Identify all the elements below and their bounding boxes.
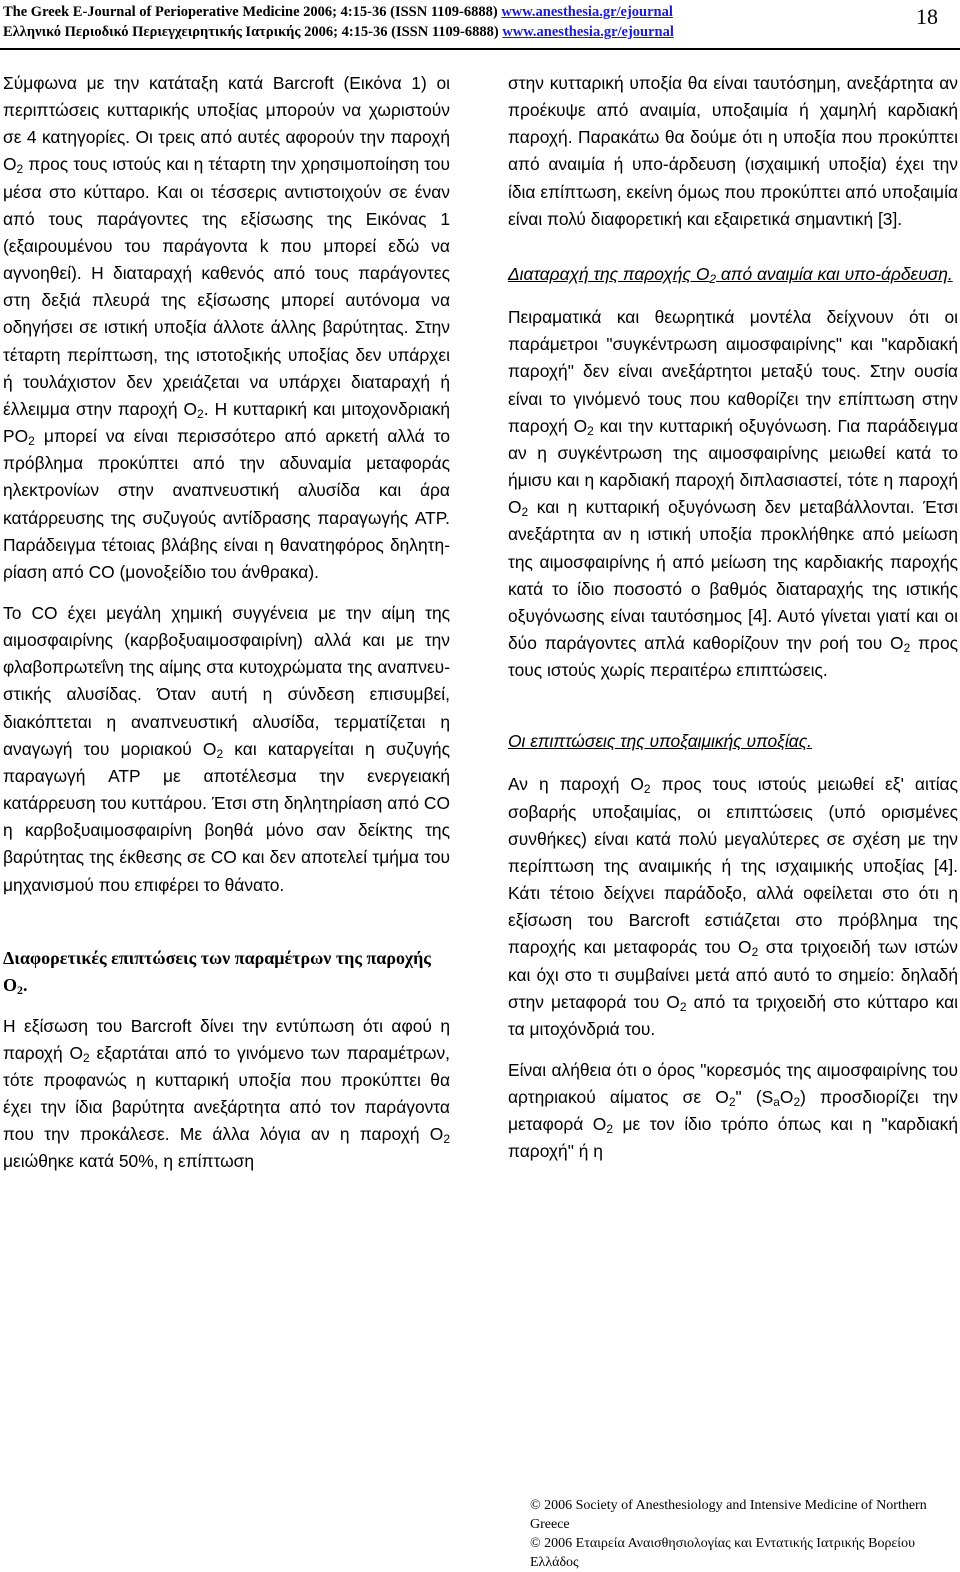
section-heading: Διαφορετικές επιπτώσεις των παραμέτρων της παροχής $O_2$. [3, 947, 431, 997]
header-citation-el: Ελληνικό Περιοδικό Περιεγχειρητικής Ιατρικής 2006; 4:15-36 (ISSN 1109-6888) [3, 24, 503, 40]
paragraph: Αν η παροχή $O_2$ προς τους ιστούς μειωθεί εξ' αιτίας σοβαρής υποξαιμίας, οι επιπτώσεις (υπό ορισμένες συνθήκες) είναι κατά πολύ μεγαλύτερες σε σχέση με την περίπτωση της αναιμικής ή της ισχαιμικής υποξίας [4]. Κάτι τέτοιο δείχνει παράδοξο, αλλά οφείλεται στο ότι η εξίσωση του Barcroft εστιάζεται στο πρόβλημα της παροχής και μεταφοράς του $O_2$ στα τριχοειδή των ιστών και όχι στο τι συμβαίνει μετά από αυτό το σημείο: δηλαδή στην μεταφορά του $O_2$ από τα τριχοειδή στο κύτταρο και τα μιτοχόνδριά του. [508, 774, 958, 1039]
copyright-greek: © 2006 Εταιρεία Αναισθησιολογίας και Εντατικής Ιατρικής Βορείου Ελλάδος [530, 1536, 916, 1570]
paragraph: Είναι αλήθεια ότι ο όρος "κορεσμός της αιμοσφαιρίνης του αρτηριακού αίματος σε $O_2$" $(S_aO_2)$ προσδιορίζει την μεταφορά $O_2$ με τον ίδιο τρόπο όπως και η "καρδιακή παροχή" ή η [508, 1060, 958, 1162]
journal-url-link[interactable]: www.anesthesia.gr/ejournal [502, 24, 674, 40]
header-line-greek [3, 22, 903, 42]
paragraph: Η εξίσωση του Barcroft δίνει την εντύπωση ότι αφού η παροχή $O_2$ εξαρτάται από το γινόμενο των παραμέτρων, τότε προφανώς η κυτταρική υποξία που προκύπτει θα έχει την ίδια βαρύτητα ανεξάρτητα από τον παράγοντα που την προκάλεσε. Με άλλα λόγια αν η παροχή $O_2$ μειώθηκε κατά 50%, η επίπτωση [3, 1015, 450, 1172]
header-citation-en: The Greek E-Journal of Perioperative Medicine 2006; 4:15-36 (ISSN 1109-6888) [3, 4, 502, 20]
copyright-english: © 2006 Society of Anesthesiology and Intensive Medicine of Northern Greece [530, 1498, 927, 1532]
header-line-english [3, 2, 903, 22]
paragraph: Σύμφωνα με την κατάταξη κατά Barcroft (Εικόνα 1) οι περιπτώσεις κυτταρικής υποξίας μπορούν να χωριστούν σε 4 κατηγορίες. Οι τρεις από αυτές αφορούν την παροχή $O_2$ προς τους ιστούς και η τέταρτη την χρησιμοποίηση του μέσα στο κύτταρο. Και οι τέσσερις αντιστοιχούν σε έναν από τους παράγοντες της εξίσωσης της Εικόνας 1 (εξαιρουμένου του παράγοντα k που μπορεί εδώ να αγνοηθεί). Η διαταραχή καθενός από τους παράγοντες στη δεξιά πλευρά της εξίσωσης μπορεί αυτόνομα να οδηγήσει σε ιστική υποξία άλλοτε άλλης βαρύτητας. Στην τέταρτη περίπτωση, της ιστοτοξικής υποξίας δεν υπάρχει ή τουλάχιστον δεν χρειάζεται να υπάρχει διαταραχή ή έλλειμμα στην παροχή $O_2$. Η κυτταρική και μιτοχονδριακή $PO_2$ μπορεί να είναι περισσότερο από αρκετή αλλά το πρόβλημα προκύπτει από την αδυναμία μεταφοράς ηλεκτρονίων στην αναπνευστική αλυσίδα και άρα κατάρρευσης της συζυγούς αντίδρασης παραγωγής ATP. Παράδειγμα τέτοιας βλάβης είναι η θανατηφόρος δηλητηρίαση από CO (μονοξείδιο του άνθρακα). [3, 73, 450, 582]
paragraph: Το CO έχει μεγάλη χημική συγγένεια με την αίμη της αιμοσφαιρίνης (καρβοξυαιμοσφαιρίνη) αλλά και με την φλαβοπρωτεΐνη της αίμης στα κυτοχρώματα της αναπνευστικής αλυσίδας. Όταν αυτή η σύνδεση επισυμβεί, διακόπτεται η αναπνευστική αλυσίδα, τερματίζεται η αναγωγή του μοριακού $O_2$ και καταργείται η συζυγής παραγωγή ATP με αποτέλεσμα την ενεργειακή κατάρρευση του κυττάρου. Έτσι στη δηλητηρίαση από CO η καρβοξυαιμοσφαιρίνη βοηθά μόνο σαν δείκτης της βαρύτητας της έκθεσης σε CO και δεν αποτελεί τμήμα του μηχανισμού που επιφέρει το θάνατο. [3, 602, 450, 895]
subsection-heading: Διαταραχή της παροχής $O_2$ από αναιμία και υπο-άρδευση. [508, 263, 953, 286]
left-column [3, 70, 450, 1190]
subsection-heading: Οι επιπτώσεις της υποξαιμικής υποξίας. [508, 731, 813, 752]
journal-url-link[interactable]: www.anesthesia.gr/ejournal [501, 4, 673, 20]
copyright-footer [530, 1496, 960, 1572]
header-divider [0, 48, 960, 50]
page-number: 18 [916, 4, 938, 29]
paragraph: Πειραματικά και θεωρητικά μοντέλα δείχνουν ότι οι παράμετροι "συγκέντρωση αιμοσφαιρίνης" και "καρδιακή παροχή" δεν είναι ανεξάρτητοι μεταξύ τους. Στην ουσία είναι το γινόμενό τους που καθορίζει την επίπτωση στην παροχή $O_2$ και την κυτταρική οξυγόνωση. Για παράδειγμα αν η συγκέντρωση της αιμοσφαιρίνης μειωθεί κατά το ήμισυ και η καρδιακή παροχή διπλασιαστεί, τότε η παροχή $O_2$ και η κυτταρική οξυγόνωση δεν μεταβάλλονται. Έτσι ανεξάρτητα αν η ιστική υποξία προκλήθηκε από μείωση της αιμοσφαιρίνης ή από μείωση της καρδιακής παροχής κατά το ίδιο ποσοστό ο βαθμός διαταραχής της ιστικής οξυγόνωσης είναι ταυτόσημος [4]. Αυτό γίνεται γιατί και οι δύο παράγοντες απλά καθορίζουν την ροή του $O_2$ προς τους ιστούς χωρίς περαιτέρω επιπτώσεις. [508, 307, 958, 681]
journal-header [3, 2, 903, 42]
right-column [508, 70, 958, 1180]
paragraph: στην κυτταρική υποξία θα είναι ταυτόσημη, ανεξάρτητα αν προέκυψε από αναιμία, υποξαιμία ή χαμηλή καρδιακή παροχή. Παρακάτω θα δούμε ότι η υποξία που προκύπτει από αναιμία ή υπο-άρδευση (ισχαιμική υποξία) έχει την ίδια επίπτωση, εκείνη όμως που προκύπτει από υποξαιμία είναι πολύ διαφορετική και εξαιρετικά σημαντική [3]. [508, 73, 958, 229]
